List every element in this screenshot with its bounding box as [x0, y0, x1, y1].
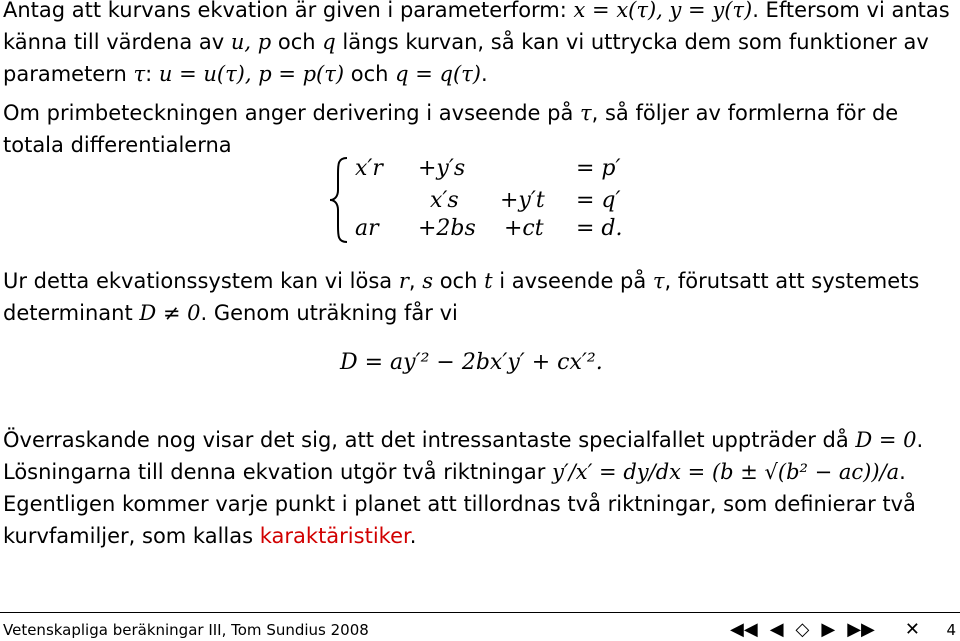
text: i avseende på — [492, 269, 653, 293]
math: s — [422, 269, 434, 293]
text: . Genom uträkning får vi — [200, 301, 458, 325]
back-icon[interactable]: ◇ — [795, 619, 810, 640]
text: Om primbeteckningen anger derivering i avseende på — [3, 101, 580, 125]
paragraph-solve — [3, 265, 959, 329]
math: x = x(τ), y = y(τ) — [573, 0, 753, 22]
math: D ≠ 0 — [139, 301, 201, 325]
math: u, p — [230, 30, 272, 54]
system-cell: = q′ — [576, 188, 621, 213]
paragraph-derivation — [3, 97, 959, 161]
paragraph-intro — [3, 0, 959, 90]
text: och — [271, 30, 323, 54]
math: τ — [133, 62, 146, 86]
page-number: 4 — [946, 621, 956, 639]
text: . Eftersom vi antas känna till värdena av — [3, 0, 950, 54]
close-icon[interactable]: ✕ — [904, 619, 920, 640]
system-cell: x′r — [355, 156, 383, 181]
navigation-controls — [730, 619, 920, 640]
system-cell: = d. — [576, 216, 623, 241]
math: τ — [580, 101, 592, 125]
previous-page-icon[interactable]: ◀ — [769, 619, 784, 640]
footer — [0, 612, 960, 641]
left-brace-icon — [328, 156, 350, 244]
math: q — [322, 30, 336, 54]
text: och — [433, 269, 485, 293]
last-page-icon[interactable]: ▶▶ — [847, 619, 875, 640]
paragraph-conclusion — [3, 424, 959, 552]
determinant-equation: D = ay′² − 2bx′y′ + cx′². — [340, 350, 603, 375]
system-cell: = p′ — [576, 156, 621, 181]
text: , — [408, 269, 423, 293]
system-cell: ar — [355, 216, 379, 241]
system-cell: +ct — [504, 216, 544, 241]
math: D = 0 — [855, 428, 917, 452]
text: . — [480, 62, 488, 86]
math: y′/x′ = dy/dx = (b ± √(b² − ac))/a — [552, 460, 900, 484]
text: : — [145, 62, 159, 86]
system-cell: x′s — [430, 188, 459, 213]
math: u = u(τ), p = p(τ) — [158, 62, 345, 86]
text: . Lösningarna till denna ekvation utgör två riktningar — [3, 428, 924, 484]
text: Antag att kurvans ekvation är given i parameterform: — [3, 0, 574, 22]
text: och — [344, 62, 396, 86]
text: längs kurvan, så kan vi uttrycka dem som funktioner av parametern — [3, 30, 929, 86]
first-page-icon[interactable]: ◀◀ — [730, 619, 758, 640]
math: τ — [652, 269, 665, 293]
next-page-icon[interactable]: ▶ — [821, 619, 836, 640]
text: Ur detta ekvationssystem kan vi lösa — [3, 269, 399, 293]
footer-title: Vetenskapliga beräkningar III, Tom Sundius 2008 — [3, 621, 369, 639]
text: , förutsatt att systemets determinant — [3, 269, 920, 325]
system-cell: +y′s — [418, 156, 466, 181]
text: . Egentligen kommer varje punkt i planet att tillordnas två riktningar, som definierar två kurvfamiljer, som kallas — [3, 460, 916, 548]
math: r — [398, 269, 409, 293]
karaktaristiker-link[interactable]: karaktäristiker — [259, 524, 410, 548]
text: , så följer av formlerna för de totala differentialerna — [3, 101, 899, 157]
text: . — [409, 524, 417, 548]
math: t — [484, 269, 493, 293]
math: q = q(τ) — [395, 62, 481, 86]
text: Överraskande nog visar det sig, att det intressantaste specialfallet uppträder då — [3, 428, 856, 452]
system-cell: +y′t — [500, 188, 545, 213]
system-cell: +2bs — [418, 216, 476, 241]
